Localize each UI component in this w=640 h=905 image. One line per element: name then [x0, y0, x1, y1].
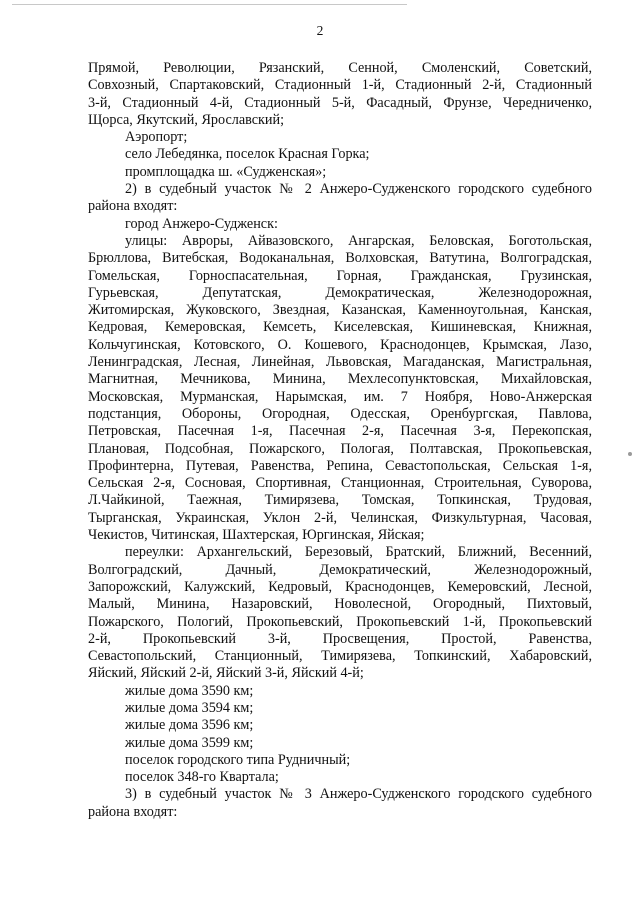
text-line: Волгоградский, Дачный, Демократический, Железнодорожный, — [88, 561, 592, 578]
text-line: Щорса, Якутский, Ярославский; — [88, 111, 285, 128]
text-line: 2) в судебный участок № 2 Анжеро-Судженского городского судебного — [125, 181, 592, 198]
text-line: Чекистов, Читинская, Шахтерская, Юргинская, Яйская; — [88, 527, 425, 544]
text-line: Сельская 2-я, Сосновая, Спортивная, Станционная, Строительная, Суворова, — [88, 475, 592, 492]
text-line: 3-й, Стадионный 4-й, Стадионный 5-й, Фасадный, Фрунзе, Чередниченко, — [88, 94, 592, 111]
text-line: Малый, Минина, Назаровский, Новолесной, Огородный, Пихтовый, — [88, 596, 592, 613]
scan-dot — [628, 452, 632, 456]
text-line: Магнитная, Мечникова, Минина, Мехлесопунктовская, Михайловская, — [88, 371, 592, 388]
text-line: переулки: Архангельский, Березовый, Братский, Ближний, Весенний, — [125, 544, 592, 561]
text-line: Гомельская, Горноспасательная, Горная, Гражданская, Грузинская, — [88, 267, 592, 284]
scan-edge-line — [12, 4, 407, 5]
text-line: поселок 348-го Квартала; — [125, 769, 279, 786]
text-line: Профинтерна, Путевая, Равенства, Репина, Севастопольская, Сельская 1-я, — [88, 457, 592, 474]
text-line: поселок городского типа Рудничный; — [125, 751, 351, 768]
text-line: Яйский, Яйский 2-й, Яйский 3-й, Яйский 4-й; — [88, 665, 364, 682]
text-line: Севастопольский, Станционный, Тимирязева, Топкинский, Хабаровский, — [88, 648, 592, 665]
page-number: 2 — [316, 23, 324, 38]
text-line: района входят: — [88, 198, 178, 215]
text-line: село Лебедянка, поселок Красная Горка; — [125, 146, 370, 163]
text-line: Кольчугинская, Котовского, О. Кошевого, Краснодонцев, Крымская, Лазо, — [88, 336, 592, 353]
text-line: Тырганская, Украинская, Уклон 2-й, Челинская, Физкультурная, Часовая, — [88, 509, 592, 526]
text-line: Л.Чайкиной, Таежная, Тимирязева, Томская, Топкинская, Трудовая, — [88, 492, 592, 509]
text-line: Аэропорт; — [125, 129, 188, 146]
text-line: Совхозный, Спартаковский, Стадионный 1-й, Стадионный 2-й, Стадионный — [88, 77, 592, 94]
text-line: промплощадка ш. «Судженская»; — [125, 163, 327, 180]
text-line: 2-й, Прокопьевский 3-й, Просвещения, Простой, Равенства, — [88, 630, 592, 647]
text-line: Брюллова, Витебская, Водоканальная, Волховская, Ватутина, Волгоградская, — [88, 250, 592, 267]
text-line: Житомирская, Жуковского, Звездная, Казанская, Каменноугольная, Канская, — [88, 302, 592, 319]
text-line: Гурьевская, Депутатская, Демократическая, Железнодорожная, — [88, 284, 592, 301]
text-line: Прямой, Революции, Рязанский, Сенной, Смоленский, Советский, — [88, 60, 592, 76]
text-line: подстанция, Обороны, Огородная, Одесская, Оренбургская, Павлова, — [88, 405, 592, 422]
text-line: Московская, Мурманская, Нарымская, им. 7 Ноября, Ново-Анжерская — [88, 388, 592, 405]
text-line: Пожарского, Пологий, Прокопьевский, Прокопьевский 1-й, Прокопьевский — [88, 613, 592, 630]
text-line: Петровская, Пасечная 1-я, Пасечная 2-я, Пасечная 3-я, Перекопская, — [88, 423, 592, 440]
text-line: Запорожский, Калужский, Кедровый, Краснодонцев, Кемеровский, Лесной, — [88, 578, 592, 595]
text-line: Ленинградская, Лесная, Линейная, Львовская, Магаданская, Магистральная, — [88, 354, 592, 371]
text-line: жилые дома 3596 км; — [125, 717, 254, 734]
text-line: Кедровая, Кемеровская, Кемсеть, Киселевская, Кишиневская, Книжная, — [88, 319, 592, 336]
document-body — [88, 60, 592, 821]
text-line: района входят: — [88, 803, 178, 820]
text-line: город Анжеро-Судженск: — [125, 215, 278, 232]
text-line: жилые дома 3594 км; — [125, 699, 254, 716]
text-line: Плановая, Подсобная, Пожарского, Пологая, Полтавская, Прокопьевская, — [88, 440, 592, 457]
text-line: жилые дома 3590 км; — [125, 682, 254, 699]
text-line: улицы: Авроры, Айвазовского, Ангарская, Беловская, Боготольская, — [125, 232, 592, 249]
text-line: 3) в судебный участок № 3 Анжеро-Судженского городского судебного — [125, 786, 592, 803]
text-line: жилые дома 3599 км; — [125, 734, 254, 751]
